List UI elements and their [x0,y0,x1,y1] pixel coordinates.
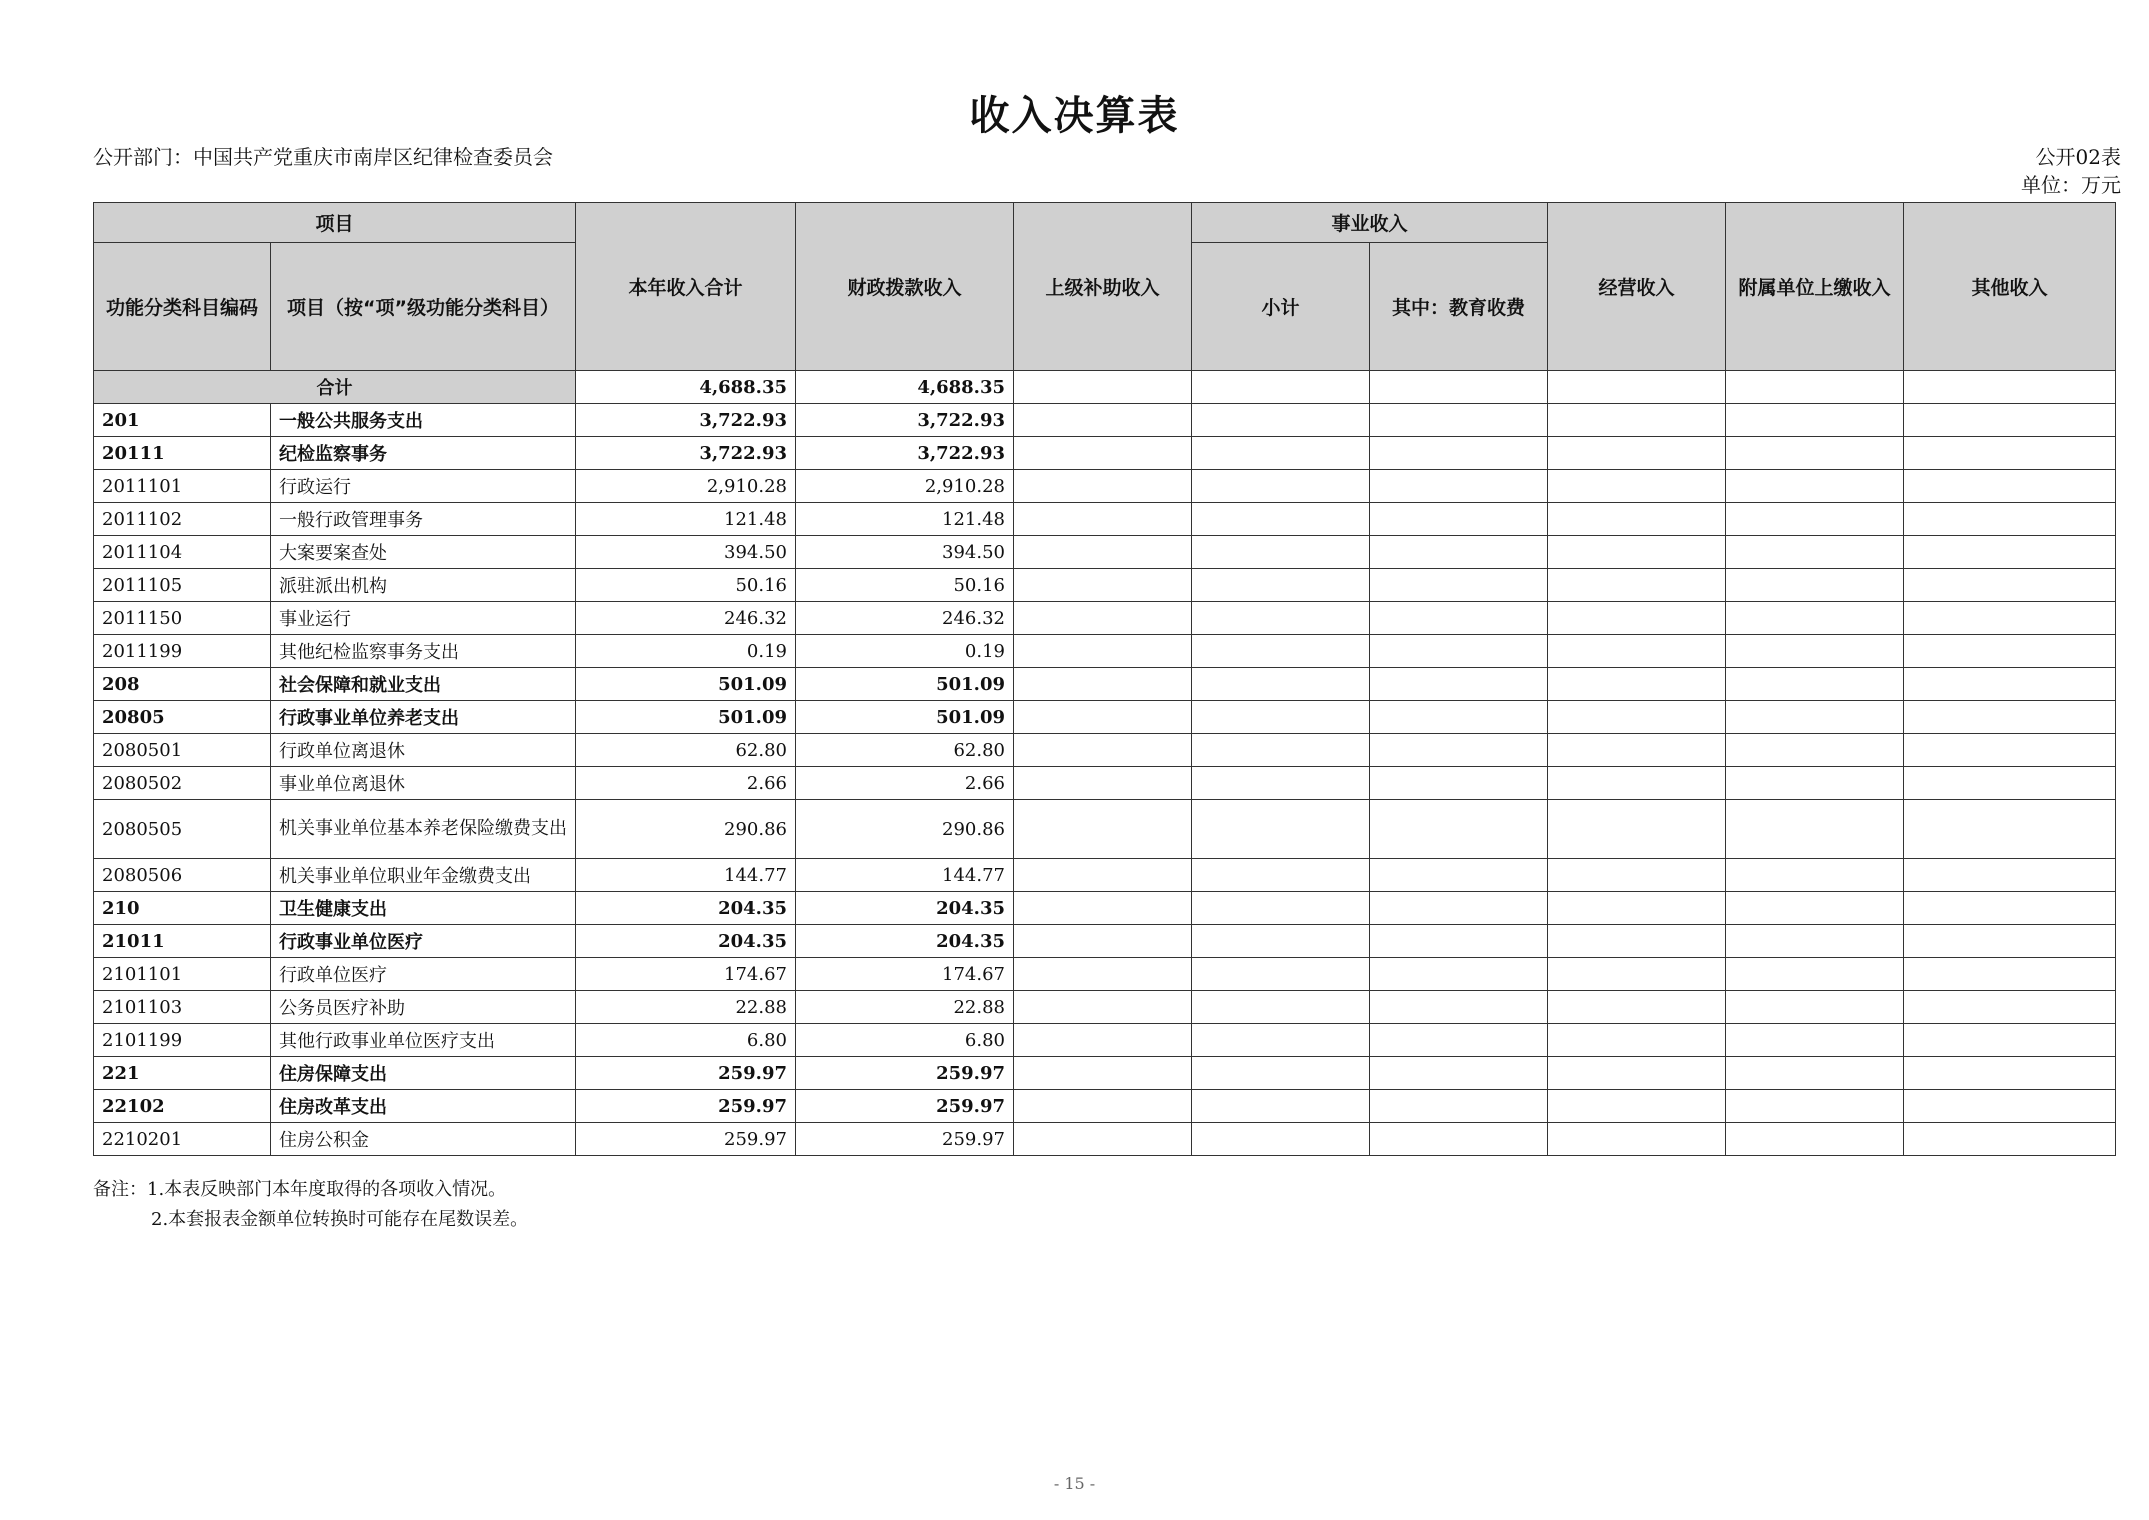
row-total: 259.97 [576,1090,796,1123]
row-name: 其他纪检监察事务支出 [271,635,576,668]
row-code: 2011150 [94,602,271,635]
header-business-subtotal: 小计 [1192,243,1370,371]
row-code: 2080505 [94,800,271,859]
row-name: 行政事业单位养老支出 [271,701,576,734]
table-row [94,470,2116,503]
row-name: 事业运行 [271,602,576,635]
department-label: 公开部门：中国共产党重庆市南岸区纪律检查委员会 [93,145,553,169]
row-fiscal: 2,910.28 [796,470,1014,503]
row-code: 2080506 [94,859,271,892]
row-fiscal: 290.86 [796,800,1014,859]
row-fiscal: 22.88 [796,991,1014,1024]
table-row [94,958,2116,991]
total-label: 合计 [94,371,576,404]
table-row [94,734,2116,767]
row-fiscal: 144.77 [796,859,1014,892]
table-row [94,859,2116,892]
row-total: 501.09 [576,701,796,734]
table-row [94,404,2116,437]
table-row [94,892,2116,925]
unit-label: 单位：万元 [2021,173,2121,197]
table-row [94,503,2116,536]
table-row [94,1024,2116,1057]
table-row [94,1090,2116,1123]
row-name: 一般行政管理事务 [271,503,576,536]
row-total: 6.80 [576,1024,796,1057]
row-name: 一般公共服务支出 [271,404,576,437]
row-name: 派驻派出机构 [271,569,576,602]
row-fiscal: 62.80 [796,734,1014,767]
row-code: 208 [94,668,271,701]
row-name: 住房改革支出 [271,1090,576,1123]
row-name: 住房保障支出 [271,1057,576,1090]
header-superior: 上级补助收入 [1014,203,1192,371]
row-fiscal: 204.35 [796,925,1014,958]
row-fiscal: 2.66 [796,767,1014,800]
row-code: 2011105 [94,569,271,602]
row-total: 62.80 [576,734,796,767]
row-code: 221 [94,1057,271,1090]
header-code: 功能分类科目编码 [94,243,271,371]
table-row [94,668,2116,701]
table-row [94,767,2116,800]
row-fiscal: 246.32 [796,602,1014,635]
note-1: 备注：1.本表反映部门本年度取得的各项收入情况。 [93,1179,507,1200]
header-business-group: 事业收入 [1192,203,1548,243]
header-item-group: 项目 [94,203,576,243]
row-name: 机关事业单位职业年金缴费支出 [271,859,576,892]
header-other: 其他收入 [1904,203,2116,371]
row-total: 3,722.93 [576,437,796,470]
row-code: 20805 [94,701,271,734]
row-name: 机关事业单位基本养老保险缴费支出 [271,800,576,859]
header-affiliate: 附属单位上缴收入 [1726,203,1904,371]
row-fiscal: 174.67 [796,958,1014,991]
table-row [94,602,2116,635]
row-total: 259.97 [576,1123,796,1156]
row-fiscal: 3,722.93 [796,437,1014,470]
row-code: 2011104 [94,536,271,569]
row-code: 2011102 [94,503,271,536]
row-name: 行政单位离退休 [271,734,576,767]
note-2: 2.本套报表金额单位转换时可能存在尾数误差。 [151,1209,529,1230]
row-name: 行政单位医疗 [271,958,576,991]
row-total: 174.67 [576,958,796,991]
table-row [94,800,2116,859]
row-code: 210 [94,892,271,925]
row-fiscal: 394.50 [796,536,1014,569]
table-row [94,701,2116,734]
form-number: 公开02表 [2035,145,2121,169]
row-fiscal: 259.97 [796,1123,1014,1156]
row-total: 2.66 [576,767,796,800]
row-fiscal: 0.19 [796,635,1014,668]
total-fiscal: 4,688.35 [796,371,1014,404]
table-row [94,437,2116,470]
table-row [94,569,2116,602]
header-operating: 经营收入 [1548,203,1726,371]
row-fiscal: 259.97 [796,1057,1014,1090]
header-total: 本年收入合计 [576,203,796,371]
row-name: 行政运行 [271,470,576,503]
row-code: 2101101 [94,958,271,991]
row-fiscal: 50.16 [796,569,1014,602]
row-name: 住房公积金 [271,1123,576,1156]
row-fiscal: 121.48 [796,503,1014,536]
row-fiscal: 501.09 [796,668,1014,701]
row-code: 201 [94,404,271,437]
row-total: 259.97 [576,1057,796,1090]
table-row [94,991,2116,1024]
row-name: 大案要案查处 [271,536,576,569]
row-code: 2011101 [94,470,271,503]
header-name: 项目（按“项”级功能分类科目） [271,243,576,371]
table-row [94,536,2116,569]
table-row [94,1123,2116,1156]
row-code: 2101103 [94,991,271,1024]
row-name: 其他行政事业单位医疗支出 [271,1024,576,1057]
row-total: 121.48 [576,503,796,536]
table-row [94,1057,2116,1090]
page-title: 收入决算表 [969,93,1180,139]
notes [93,1175,528,1235]
row-name: 事业单位离退休 [271,767,576,800]
row-code: 21011 [94,925,271,958]
row-total: 501.09 [576,668,796,701]
row-name: 社会保障和就业支出 [271,668,576,701]
row-fiscal: 6.80 [796,1024,1014,1057]
row-total: 204.35 [576,925,796,958]
row-code: 2080502 [94,767,271,800]
row-code: 22102 [94,1090,271,1123]
row-total: 204.35 [576,892,796,925]
row-code: 20111 [94,437,271,470]
row-code: 2080501 [94,734,271,767]
row-total: 394.50 [576,536,796,569]
row-code: 2101199 [94,1024,271,1057]
row-total: 246.32 [576,602,796,635]
row-fiscal: 3,722.93 [796,404,1014,437]
row-total: 22.88 [576,991,796,1024]
row-code: 2011199 [94,635,271,668]
header-fiscal: 财政拨款收入 [796,203,1014,371]
row-total: 144.77 [576,859,796,892]
total-row [94,371,2116,404]
row-name: 纪检监察事务 [271,437,576,470]
row-fiscal: 259.97 [796,1090,1014,1123]
table-row [94,635,2116,668]
page-number: - 15 - [1053,1474,1096,1493]
header-education: 其中：教育收费 [1370,243,1548,371]
row-total: 3,722.93 [576,404,796,437]
row-name: 卫生健康支出 [271,892,576,925]
total-amount: 4,688.35 [576,371,796,404]
row-total: 290.86 [576,800,796,859]
row-code: 2210201 [94,1123,271,1156]
row-total: 2,910.28 [576,470,796,503]
row-fiscal: 204.35 [796,892,1014,925]
table-row [94,925,2116,958]
row-total: 50.16 [576,569,796,602]
row-fiscal: 501.09 [796,701,1014,734]
income-table [93,202,2116,1156]
row-name: 公务员医疗补助 [271,991,576,1024]
row-name: 行政事业单位医疗 [271,925,576,958]
row-total: 0.19 [576,635,796,668]
